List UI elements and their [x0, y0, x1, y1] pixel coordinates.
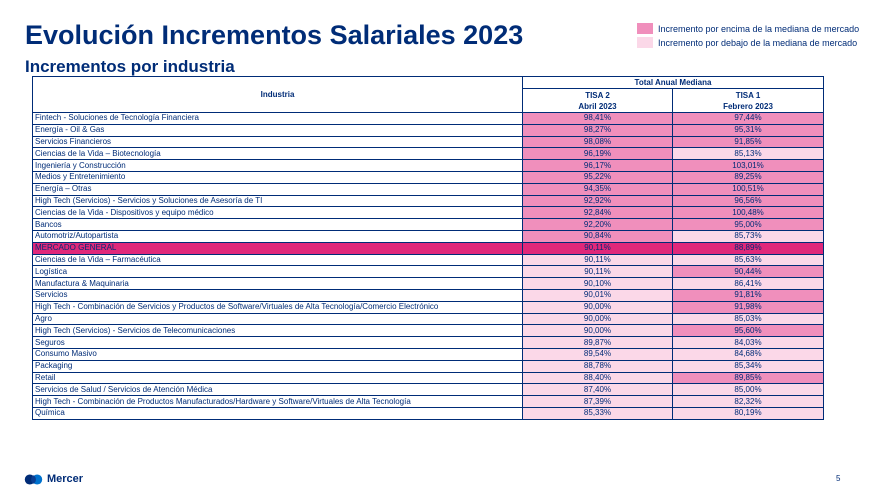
- cell-tisa-1: 86,41%: [673, 278, 824, 290]
- cell-tisa-2: 98,08%: [523, 136, 673, 148]
- header-tisa-1-name: TISA 1: [735, 90, 761, 100]
- cell-industry: Servicios Financieros: [33, 136, 523, 148]
- cell-tisa-1: 85,34%: [673, 360, 824, 372]
- cell-industry: High Tech - Combinación de Productos Manufacturados/Hardware y Software/Virtuales de Alta Tecnología: [33, 396, 523, 408]
- cell-industry: MERCADO GENERAL: [33, 242, 523, 254]
- cell-tisa-2: 89,54%: [523, 348, 673, 360]
- header-tisa-2: [523, 89, 673, 113]
- cell-tisa-2: 92,92%: [523, 195, 673, 207]
- cell-tisa-1: 97,44%: [673, 113, 824, 125]
- table-row: [33, 384, 824, 396]
- cell-tisa-1: 88,89%: [673, 242, 824, 254]
- header-industry: Industria: [33, 77, 523, 113]
- table-row: [33, 289, 824, 301]
- cell-tisa-1: 80,19%: [673, 407, 824, 419]
- cell-industry: Retail: [33, 372, 523, 384]
- mercer-logo-icon: [24, 474, 43, 485]
- table-row: [33, 360, 824, 372]
- cell-industry: Química: [33, 407, 523, 419]
- legend-item-below: [637, 36, 859, 49]
- cell-tisa-2: 90,11%: [523, 242, 673, 254]
- cell-tisa-2: 87,40%: [523, 384, 673, 396]
- cell-tisa-1: 82,32%: [673, 396, 824, 408]
- cell-tisa-1: 103,01%: [673, 160, 824, 172]
- table-row: [33, 301, 824, 313]
- table-row: [33, 396, 824, 408]
- table-row: [33, 325, 824, 337]
- legend: [637, 22, 859, 50]
- cell-tisa-1: 91,98%: [673, 301, 824, 313]
- cell-tisa-1: 96,56%: [673, 195, 824, 207]
- table-row: [33, 254, 824, 266]
- cell-industry: High Tech (Servicios) - Servicios de Telecomunicaciones: [33, 325, 523, 337]
- mercer-logo: [24, 473, 83, 485]
- cell-tisa-2: 90,11%: [523, 254, 673, 266]
- cell-tisa-2: 92,20%: [523, 219, 673, 231]
- cell-tisa-2: 90,11%: [523, 266, 673, 278]
- cell-industry: Servicios de Salud / Servicios de Atención Médica: [33, 384, 523, 396]
- cell-industry: High Tech (Servicios) - Servicios y Soluciones de Asesoría de TI: [33, 195, 523, 207]
- cell-tisa-2: 92,84%: [523, 207, 673, 219]
- table-row: [33, 407, 824, 419]
- cell-tisa-2: 88,78%: [523, 360, 673, 372]
- cell-industry: Servicios: [33, 289, 523, 301]
- table-row: [33, 113, 824, 125]
- cell-tisa-1: 100,48%: [673, 207, 824, 219]
- table-row: [33, 124, 824, 136]
- cell-tisa-2: 90,00%: [523, 301, 673, 313]
- table-body: [33, 113, 824, 420]
- cell-industry: Bancos: [33, 219, 523, 231]
- cell-industry: Automotriz/Autopartista: [33, 230, 523, 242]
- legend-label-below: Incremento por debajo de la mediana de mercado: [658, 37, 858, 48]
- table-row: [33, 348, 824, 360]
- cell-tisa-1: 95,00%: [673, 219, 824, 231]
- cell-tisa-2: 94,35%: [523, 183, 673, 195]
- salary-increase-table: [32, 76, 824, 420]
- page-number: 5: [836, 474, 841, 483]
- cell-tisa-1: 85,63%: [673, 254, 824, 266]
- table-row: [33, 337, 824, 349]
- cell-industry: Packaging: [33, 360, 523, 372]
- header-total-annual-median: Total Anual Mediana: [523, 77, 824, 89]
- table-row: [33, 183, 824, 195]
- header-tisa-1: [673, 89, 824, 113]
- cell-industry: Fintech - Soluciones de Tecnología Financiera: [33, 113, 523, 125]
- cell-tisa-2: 90,10%: [523, 278, 673, 290]
- cell-industry: Ciencias de la Vida – Farmacéutica: [33, 254, 523, 266]
- cell-tisa-2: 96,19%: [523, 148, 673, 160]
- cell-tisa-2: 85,33%: [523, 407, 673, 419]
- cell-industry: Ingeniería y Construcción: [33, 160, 523, 172]
- cell-tisa-2: 90,00%: [523, 313, 673, 325]
- cell-industry: Agro: [33, 313, 523, 325]
- header-tisa-2-date: Abril 2023: [578, 101, 617, 111]
- legend-swatch-above: [637, 23, 653, 34]
- cell-industry: High Tech - Combinación de Servicios y Productos de Software/Virtuales de Alta Tecnología/Comercio Electrónico: [33, 301, 523, 313]
- slide-title: Evolución Incrementos Salariales 2023: [25, 20, 524, 50]
- table-row: [33, 266, 824, 278]
- legend-swatch-below: [637, 37, 653, 48]
- cell-industry: Seguros: [33, 337, 523, 349]
- cell-tisa-1: 89,25%: [673, 171, 824, 183]
- table-row: [33, 278, 824, 290]
- table-row: [33, 313, 824, 325]
- cell-tisa-2: 89,87%: [523, 337, 673, 349]
- cell-industry: Manufactura & Maquinaria: [33, 278, 523, 290]
- cell-tisa-2: 96,17%: [523, 160, 673, 172]
- legend-item-above: [637, 22, 859, 35]
- cell-tisa-1: 91,85%: [673, 136, 824, 148]
- table-row: [33, 160, 824, 172]
- table-row-market: [33, 242, 824, 254]
- table-row: [33, 372, 824, 384]
- cell-tisa-2: 90,00%: [523, 325, 673, 337]
- table-row: [33, 171, 824, 183]
- cell-tisa-1: 95,31%: [673, 124, 824, 136]
- cell-tisa-1: 85,13%: [673, 148, 824, 160]
- cell-tisa-2: 87,39%: [523, 396, 673, 408]
- cell-tisa-1: 91,81%: [673, 289, 824, 301]
- table-row: [33, 230, 824, 242]
- cell-industry: Energía – Otras: [33, 183, 523, 195]
- cell-tisa-1: 89,85%: [673, 372, 824, 384]
- table-row: [33, 136, 824, 148]
- mercer-logo-text: Mercer: [47, 473, 84, 485]
- header-tisa-2-name: TISA 2: [585, 90, 610, 100]
- cell-industry: Ciencias de la Vida - Dispositivos y equipo médico: [33, 207, 523, 219]
- cell-industry: Logística: [33, 266, 523, 278]
- cell-industry: Ciencias de la Vida – Biotecnología: [33, 148, 523, 160]
- cell-tisa-2: 90,84%: [523, 230, 673, 242]
- cell-tisa-1: 85,00%: [673, 384, 824, 396]
- cell-tisa-1: 95,60%: [673, 325, 824, 337]
- cell-tisa-1: 90,44%: [673, 266, 824, 278]
- cell-industry: Medios y Entretenimiento: [33, 171, 523, 183]
- table-row: [33, 148, 824, 160]
- cell-tisa-1: 100,51%: [673, 183, 824, 195]
- cell-tisa-2: 95,22%: [523, 171, 673, 183]
- cell-tisa-2: 90,01%: [523, 289, 673, 301]
- cell-industry: Consumo Masivo: [33, 348, 523, 360]
- slide-subtitle: Incrementos por industria: [25, 57, 235, 76]
- cell-industry: Energía - Oil & Gas: [33, 124, 523, 136]
- cell-tisa-1: 84,68%: [673, 348, 824, 360]
- cell-tisa-2: 88,40%: [523, 372, 673, 384]
- table-row: [33, 219, 824, 231]
- table-row: [33, 207, 824, 219]
- cell-tisa-1: 85,73%: [673, 230, 824, 242]
- legend-label-above: Incremento por encima de la mediana de mercado: [658, 23, 860, 34]
- cell-tisa-1: 85,03%: [673, 313, 824, 325]
- cell-tisa-1: 84,03%: [673, 337, 824, 349]
- table-row: [33, 195, 824, 207]
- cell-tisa-2: 98,27%: [523, 124, 673, 136]
- header-tisa-1-date: Febrero 2023: [723, 101, 773, 111]
- cell-tisa-2: 98,41%: [523, 113, 673, 125]
